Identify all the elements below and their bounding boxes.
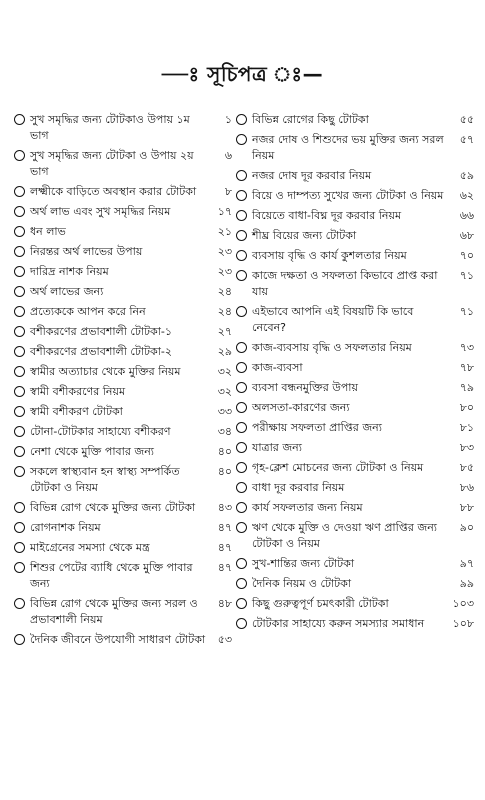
- toc-entry-title: কার্য সফলতার জন্য নিয়ম: [252, 501, 363, 514]
- toc-entry-page: ৮৮: [459, 501, 474, 514]
- toc-entry-page: ৮৬: [459, 481, 474, 494]
- toc-entry: [14, 112, 232, 144]
- toc-entry-page: ৮: [224, 185, 232, 198]
- circle-bullet-icon: [236, 558, 247, 569]
- circle-bullet-icon: [236, 382, 247, 393]
- circle-bullet-icon: [14, 562, 25, 573]
- toc-entry: [236, 268, 474, 300]
- toc-entry-title: টোনা-টোটকার সাহায্যে বশীকরণ: [30, 425, 171, 438]
- toc-entry: [14, 284, 232, 300]
- circle-bullet-icon: [236, 230, 247, 241]
- circle-bullet-icon: [236, 134, 247, 145]
- toc-entry-title: সুখ সমৃদ্ধির জন্য টোটকা ও উপায় ২য় ভাগ: [30, 149, 194, 178]
- toc-entry: [14, 540, 232, 556]
- circle-bullet-icon: [236, 402, 247, 413]
- circle-bullet-icon: [14, 346, 25, 357]
- toc-left-column: [14, 112, 232, 652]
- toc-entry-page: ২১: [217, 225, 232, 238]
- circle-bullet-icon: [236, 270, 247, 281]
- toc-entry-page: ৭১: [459, 269, 474, 282]
- toc-entry-page: ৭৮: [459, 361, 474, 374]
- toc-entry-title: নজর দোষ ও শিশুদের ভয় মুক্তির জন্য সরল নিয়ম: [252, 133, 444, 162]
- circle-bullet-icon: [14, 326, 25, 337]
- toc-entry: [14, 632, 232, 648]
- circle-bullet-icon: [14, 634, 25, 645]
- toc-entry-page: ৮৫: [459, 461, 474, 474]
- toc-entry-title: বশীকরণের প্রভাবশালী টোটকা-২: [30, 345, 173, 358]
- toc-entry-page: ৪০: [217, 445, 232, 458]
- circle-bullet-icon: [236, 598, 247, 609]
- toc-entry-page: ৫৯: [459, 169, 474, 182]
- toc-entry-page: ১৭: [217, 205, 232, 218]
- toc-entry: [236, 304, 474, 336]
- toc-entry-title: শিশুর পেটের ব্যাধি থেকে মুক্তি পাবার জন্য: [30, 561, 193, 590]
- toc-entry-title: অলসতা-কারণের জন্য: [252, 401, 350, 414]
- toc-entry-page: ৯৯: [459, 577, 474, 590]
- toc-entry-title: এইভাবে আপনি এই বিষয়টি কি ভাবে নেবেন?: [252, 305, 414, 334]
- toc-entry-title: স্বামী বশীকরণের নিয়ম: [30, 385, 126, 398]
- toc-entry-page: ৩২: [217, 385, 232, 398]
- toc-entry-page: ৬৬: [459, 209, 474, 222]
- toc-entry: [14, 444, 232, 460]
- toc-entry: [236, 188, 474, 204]
- toc-entry-title: বিভিন্ন রোগ থেকে মুক্তির জন্য সরল ও প্রভাবশালী নিয়ম: [30, 597, 198, 626]
- toc-entry-title: রোগনাশক নিয়ম: [30, 521, 101, 534]
- toc-entry-title: সকলে স্বাস্থ্যবান হন স্বাস্থ্য সম্পর্কিত টোটকা ও নিয়ম: [30, 465, 180, 494]
- toc-entry-title: সুখ সমৃদ্ধির জন্য টোটকাও উপায় ১ম ভাগ: [30, 113, 190, 142]
- toc-entry-page: ১: [224, 113, 232, 126]
- circle-bullet-icon: [14, 366, 25, 377]
- toc-entry-page: ৫৫: [459, 113, 474, 126]
- toc-entry-title: অর্থ লাভের জন্য: [30, 285, 104, 298]
- toc-entry-title: বশীকরণের প্রভাবশালী টোটকা-১: [30, 325, 173, 338]
- toc-entry-page: ৭০: [459, 249, 474, 262]
- toc-entry: [14, 464, 232, 496]
- toc-entry-title: ব্যবসায় বৃদ্ধি ও কার্য কুশলতার নিয়ম: [252, 249, 407, 262]
- toc-entry-title: নেশা থেকে মুক্তি পাবার জন্য: [30, 445, 154, 458]
- toc-entry-page: ৪৮: [217, 597, 232, 610]
- toc-entry-page: ৭৯: [459, 381, 474, 394]
- toc-entry-page: ২৭: [217, 325, 232, 338]
- toc-entry-page: ৩৪: [217, 425, 232, 438]
- toc-entry-page: ৪০: [217, 465, 232, 478]
- toc-entry-title: নজর দোষ দূর করবার নিয়ম: [252, 169, 372, 182]
- circle-bullet-icon: [14, 502, 25, 513]
- toc-entry-page: ৭১: [459, 305, 474, 318]
- circle-bullet-icon: [236, 618, 247, 629]
- toc-entry-title: বিভিন্ন রোগের কিছু টোটকা: [252, 113, 369, 126]
- circle-bullet-icon: [236, 462, 247, 473]
- toc-entry-title: দৈনিক নিয়ম ও টোটকা: [252, 577, 352, 590]
- toc-entry-title: বিভিন্ন রোগ থেকে মুক্তির জন্য টোটকা: [30, 501, 196, 514]
- toc-entry: [236, 520, 474, 552]
- toc-entry-title: কিছু গুরুত্বপূর্ণ চমৎকারী টোটকা: [252, 597, 389, 610]
- toc-entry-title: সুখ-শান্তির জন্য টোটকা: [252, 557, 355, 570]
- toc-entry-page: ৩৩: [217, 405, 232, 418]
- toc-entry-title: বিয়ে ও দাম্পত্য সুখের জন্য টোটকা ও নিয়ম: [252, 189, 444, 202]
- toc-entry-page: ২৩: [217, 245, 232, 258]
- toc-entry: [14, 384, 232, 400]
- toc-entry-page: ৮৩: [459, 441, 474, 454]
- toc-entry: [14, 344, 232, 360]
- toc-entry-title: দারিদ্র নাশক নিয়ম: [30, 265, 109, 278]
- circle-bullet-icon: [14, 598, 25, 609]
- circle-bullet-icon: [14, 286, 25, 297]
- toc-entry: [236, 340, 474, 356]
- toc-entry-page: ২৩: [217, 265, 232, 278]
- toc-entry: [14, 264, 232, 280]
- toc-entry-title: বিয়েতে বাধা-বিঘ্ন দূর করবার নিয়ম: [252, 209, 402, 222]
- toc-entry-title: লক্ষ্মীকে বাড়িতে অবস্থান করার টোটকা: [30, 185, 197, 198]
- toc-entry-title: দৈনিক জীবনে উপযোগী সাধারণ টোটকা: [30, 633, 206, 646]
- circle-bullet-icon: [236, 210, 247, 221]
- toc-entry: [236, 360, 474, 376]
- page-title: —ঃ সূচিপত্র ঃ—: [161, 62, 324, 86]
- toc-entry-title: মাইগ্রেনের সমস্যা থেকে মন্ত্র: [30, 541, 150, 554]
- circle-bullet-icon: [236, 502, 247, 513]
- toc-entry-title: পরীক্ষায় সফলতা প্রাপ্তির জন্য: [252, 421, 382, 434]
- toc-entry-page: ৫৭: [459, 133, 474, 146]
- toc-entry-page: ৬৮: [459, 229, 474, 242]
- toc-entry: [14, 148, 232, 180]
- circle-bullet-icon: [14, 542, 25, 553]
- toc-entry: [236, 420, 474, 436]
- circle-bullet-icon: [14, 386, 25, 397]
- toc-entry: [236, 132, 474, 164]
- toc-entry-page: ২৪: [217, 305, 232, 318]
- circle-bullet-icon: [14, 150, 25, 161]
- toc-entry: [236, 228, 474, 244]
- circle-bullet-icon: [14, 522, 25, 533]
- circle-bullet-icon: [14, 246, 25, 257]
- toc-entry: [236, 208, 474, 224]
- toc-entry: [14, 244, 232, 260]
- toc-entry: [14, 500, 232, 516]
- toc-entry: [14, 596, 232, 628]
- toc-entry-page: ২৯: [217, 345, 232, 358]
- toc-entry: [236, 596, 474, 612]
- toc-entry-page: ১০৩: [452, 597, 474, 610]
- toc-entry-title: ঋণ থেকে মুক্তি ও দেওয়া ঋণ প্রাপ্তির জন্য টোটকা ও নিয়ম: [252, 521, 437, 550]
- circle-bullet-icon: [236, 114, 247, 125]
- toc-entry: [236, 380, 474, 396]
- toc-entry: [14, 364, 232, 380]
- toc-entry-page: ৮১: [459, 421, 474, 434]
- toc-entry-title: অর্থ লাভ এবং সুখ সমৃদ্ধির নিয়ম: [30, 205, 171, 218]
- toc-right-column: [236, 112, 474, 636]
- toc-entry-page: ৯৭: [459, 557, 474, 570]
- circle-bullet-icon: [14, 466, 25, 477]
- toc-entry: [14, 184, 232, 200]
- circle-bullet-icon: [14, 266, 25, 277]
- toc-entry: [236, 112, 474, 128]
- circle-bullet-icon: [14, 226, 25, 237]
- circle-bullet-icon: [14, 186, 25, 197]
- toc-entry-title: টোটকার সাহায্যে করুন সমস্যার সমাধান: [252, 617, 425, 630]
- circle-bullet-icon: [14, 406, 25, 417]
- circle-bullet-icon: [236, 306, 247, 317]
- circle-bullet-icon: [236, 190, 247, 201]
- toc-entry-title: স্বামী বশীকরণ টোটকা: [30, 405, 123, 418]
- circle-bullet-icon: [236, 170, 247, 181]
- circle-bullet-icon: [236, 250, 247, 261]
- toc-entry: [236, 168, 474, 184]
- toc-entry: [14, 324, 232, 340]
- toc-entry-title: যাত্রার জন্য: [252, 441, 302, 454]
- circle-bullet-icon: [236, 362, 247, 373]
- circle-bullet-icon: [236, 482, 247, 493]
- toc-entry-title: কাজে দক্ষতা ও সফলতা কিভাবে প্রাপ্ত করা যায়: [252, 269, 438, 298]
- toc-entry: [236, 480, 474, 496]
- toc-entry-page: ২৪: [217, 285, 232, 298]
- toc-entry-page: ৩২: [217, 365, 232, 378]
- toc-entry-title: কাজ-ব্যবসা: [252, 361, 303, 374]
- toc-entry: [236, 500, 474, 516]
- toc-entry: [236, 440, 474, 456]
- circle-bullet-icon: [236, 442, 247, 453]
- toc-entry: [14, 560, 232, 592]
- circle-bullet-icon: [236, 522, 247, 533]
- toc-entry-page: ৪৭: [217, 561, 232, 574]
- toc-entry: [236, 576, 474, 592]
- toc-entry: [14, 204, 232, 220]
- toc-entry-page: ৬: [224, 149, 232, 162]
- toc-entry-page: ৬২: [459, 189, 474, 202]
- circle-bullet-icon: [14, 306, 25, 317]
- toc-entry: [236, 460, 474, 476]
- toc-entry-title: ব্যবসা বন্ধনমুক্তির উপায়: [252, 381, 358, 394]
- toc-entry-page: ৪৩: [217, 501, 232, 514]
- circle-bullet-icon: [236, 342, 247, 353]
- circle-bullet-icon: [14, 446, 25, 457]
- toc-entry-page: ৫৩: [217, 633, 232, 646]
- toc-entry: [14, 424, 232, 440]
- toc-entry-title: প্রত্যেককে আপন করে নিন: [30, 305, 146, 318]
- toc-entry: [14, 520, 232, 536]
- toc-entry-page: ৪৭: [217, 521, 232, 534]
- toc-entry-title: গৃহ-ক্লেশ মোচনের জন্য টোটকা ও নিয়ম: [252, 461, 424, 474]
- toc-entry: [236, 400, 474, 416]
- toc-entry: [236, 248, 474, 264]
- toc-entry-title: ধন লাভ: [30, 225, 66, 238]
- toc-entry: [236, 616, 474, 632]
- toc-entry-page: ৭৩: [459, 341, 474, 354]
- toc-entry: [14, 304, 232, 320]
- toc-entry-title: শীঘ্র বিয়ের জন্য টোটকা: [252, 229, 357, 242]
- toc-entry-page: ১০৮: [452, 617, 474, 630]
- toc-entry-page: ৯০: [459, 521, 474, 534]
- toc-entry-title: কাজ-ব্যবসায় বৃদ্ধি ও সফলতার নিয়ম: [252, 341, 412, 354]
- toc-entry: [14, 404, 232, 420]
- circle-bullet-icon: [14, 206, 25, 217]
- toc-entry-title: বাধা দূর করবার নিয়ম: [252, 481, 345, 494]
- toc-entry-page: ৪৭: [217, 541, 232, 554]
- circle-bullet-icon: [236, 578, 247, 589]
- circle-bullet-icon: [14, 426, 25, 437]
- circle-bullet-icon: [14, 114, 25, 125]
- toc-entry: [236, 556, 474, 572]
- circle-bullet-icon: [236, 422, 247, 433]
- toc-entry-title: স্বামীর অত্যাচার থেকে মুক্তির নিয়ম: [30, 365, 181, 378]
- toc-entry-title: নিরন্তর অর্থ লাভের উপায়: [30, 245, 143, 258]
- toc-entry-page: ৮০: [459, 401, 474, 414]
- toc-entry: [14, 224, 232, 240]
